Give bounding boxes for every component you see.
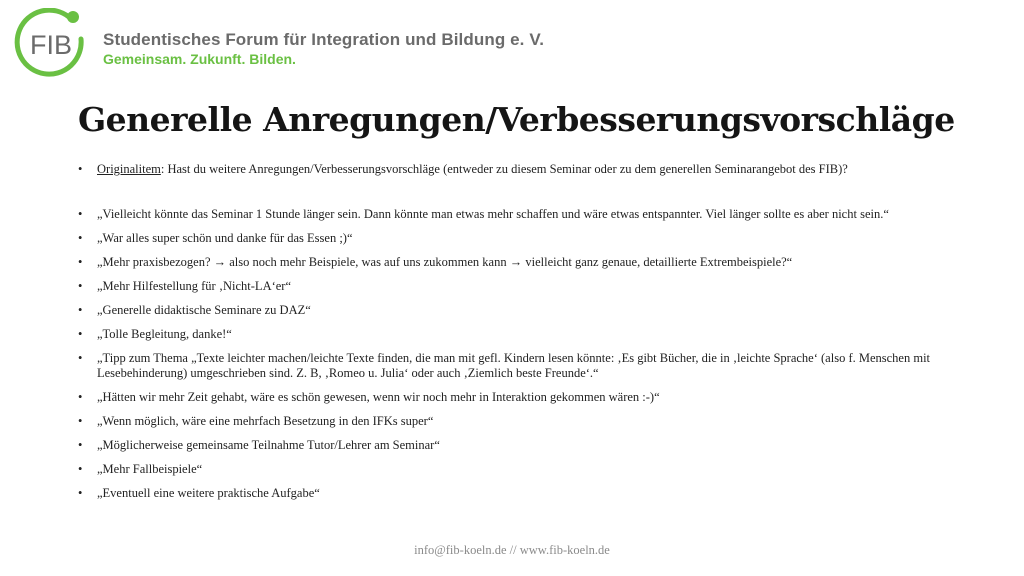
comment-text: „Generelle didaktische Seminare zu DAZ“ <box>97 303 311 317</box>
bullet-icon: • <box>78 207 83 221</box>
original-item <box>78 162 978 177</box>
comment-item <box>78 390 978 405</box>
comment-text: „Wenn möglich, wäre eine mehrfach Besetzung in den IFKs super“ <box>97 414 434 428</box>
comment-text: „Mehr praxisbezogen? → also noch mehr Beispiele, was auf uns zukommen kann → vielleicht ganz genaue, detaillierte Extrembeispiele?“ <box>97 255 793 269</box>
comment-item <box>78 414 978 429</box>
logo-dot <box>67 11 79 23</box>
comment-text: „Mehr Fallbeispiele“ <box>97 462 203 476</box>
comment-text: „Eventuell eine weitere praktische Aufgabe“ <box>97 486 320 500</box>
slide-title: Generelle Anregungen/Verbesserungsvorschläge <box>78 100 955 139</box>
comment-text: „War alles super schön und danke für das Essen ;)“ <box>97 231 353 245</box>
org-name: Studentisches Forum für Integration und Bildung e. V. <box>103 30 545 49</box>
bullet-icon: • <box>78 462 83 476</box>
comment-item <box>78 462 978 477</box>
org-header <box>103 30 544 67</box>
bullet-icon: • <box>78 255 83 269</box>
bullet-icon: • <box>78 231 83 245</box>
comment-item <box>78 279 978 294</box>
comment-text: „Tipp zum Thema „Texte leichter machen/leichte Texte finden, die man mit gefl. Kindern lesen könnte: ‚Es gibt Bücher, die in ‚leichte Sprache‘ (also f. Menschen mit Lesebehinderung) umgeschrieben sind. Z. B, ‚Romeo u. Julia‘ oder auch ‚Ziemlich beste Freunde‘.“ <box>97 351 931 380</box>
comment-item <box>78 438 978 453</box>
bullet-icon: • <box>78 279 83 293</box>
comment-item <box>78 327 978 342</box>
fib-logo <box>14 8 88 82</box>
original-item-text: : Hast du weitere Anregungen/Verbesserungsvorschläge (entweder zu diesem Seminar oder zu dem generellen Seminarangebot des FIB)? <box>160 162 848 176</box>
bullet-icon: • <box>78 390 83 404</box>
bullet-icon: • <box>78 486 83 500</box>
comment-item <box>78 231 978 246</box>
bullet-icon: • <box>78 414 83 428</box>
comment-item <box>78 351 978 381</box>
comment-text: „Hätten wir mehr Zeit gehabt, wäre es schön gewesen, wenn wir noch mehr in Interaktion gekommen wären :-)“ <box>97 390 660 404</box>
bullet-icon: • <box>78 303 83 317</box>
comment-text: „Mehr Hilfestellung für ‚Nicht-LA‘er“ <box>97 279 292 293</box>
bullet-icon: • <box>78 327 83 341</box>
bullet-icon: • <box>78 162 83 176</box>
bullet-icon: • <box>78 438 83 452</box>
comment-item <box>78 255 978 270</box>
footer-contact: info@fib-koeln.de // www.fib-koeln.de <box>414 543 610 557</box>
comment-item <box>78 486 978 501</box>
original-item-label: Originalitem <box>97 162 161 176</box>
comment-item <box>78 303 978 318</box>
bullet-list <box>78 162 978 510</box>
org-tagline: Gemeinsam. Zukunft. Bilden. <box>103 51 296 67</box>
comment-text: „Möglicherweise gemeinsame Teilnahme Tutor/Lehrer am Seminar“ <box>97 438 440 452</box>
logo-text: FIB <box>29 30 73 60</box>
comment-item <box>78 207 978 222</box>
bullet-icon: • <box>78 351 83 365</box>
comment-text: „Tolle Begleitung, danke!“ <box>97 327 232 341</box>
comment-text: „Vielleicht könnte das Seminar 1 Stunde länger sein. Dann könnte man etwas mehr schaffen und wäre etwas entspannter. Viel länger sollte es aber nicht sein.“ <box>97 207 889 221</box>
